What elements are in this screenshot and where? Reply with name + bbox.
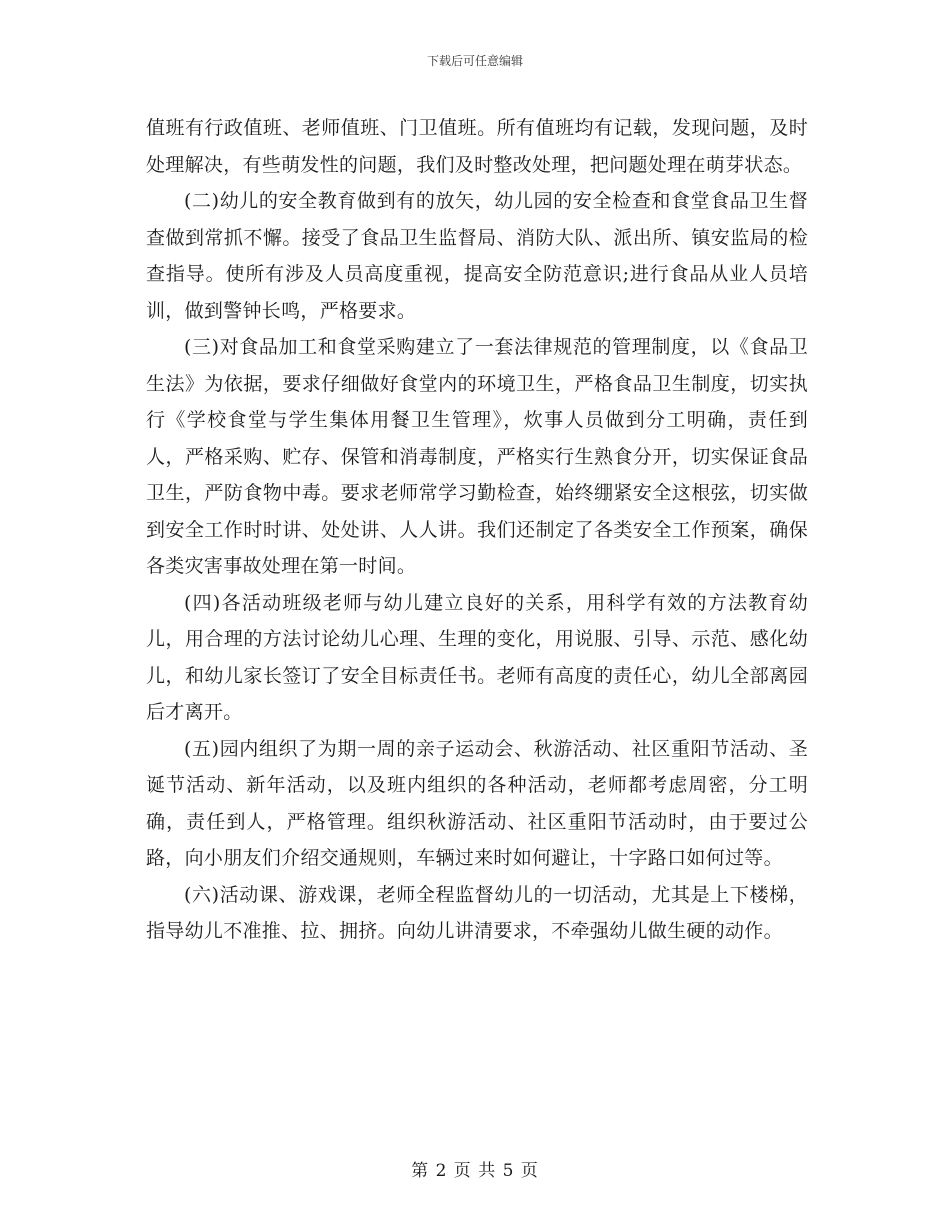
paragraph-section-3: (三)对食品加工和食堂采购建立了一套法律规范的管理制度，以《食品卫生法》为依据，要求仔细做好食堂内的环境卫生，严格食品卫生制度，切实执行《学校食堂与学生集体用餐卫生管理》，炊事人员做到分工明确，责任到人，严格采购、贮存、保管和消毒制度，严格实行生熟食分开，切实保证食品卫生，严防食物中毒。要求老师常学习勤检查，始终绷紧安全这根弦，切实做到安全工作时时讲、处处讲、人人讲。我们还制定了各类安全工作预案，确保各类灾害事故处理在第一时间。: [146, 336, 808, 577]
page-number-footer: 第 2 页 共 5 页: [411, 1161, 539, 1181]
paragraph-section-4: (四)各活动班级老师与幼儿建立良好的关系，用科学有效的方法教育幼儿，用合理的方法讨论幼儿心理、生理的变化，用说服、引导、示范、感化幼儿，和幼儿家长签订了安全目标责任书。老师有高度的责任心，幼儿全部离园后才离开。: [146, 591, 808, 723]
document-body: [146, 110, 808, 950]
paragraph-section-5: (五)园内组织了为期一周的亲子运动会、秋游活动、社区重阳节活动、圣诞节活动、新年活动，以及班内组织的各种活动，老师都考虑周密，分工明确，责任到人，严格管理。组织秋游活动、社区重阳节活动时，由于要过公路，向小朋友们介绍交通规则，车辆过来时如何避让，十字路口如何过等。: [146, 737, 808, 869]
paragraph-section-2: (二)幼儿的安全教育做到有的放矢，幼儿园的安全检查和食堂食品卫生督查做到常抓不懈。接受了食品卫生监督局、消防大队、派出所、镇安监局的检查指导。使所有涉及人员高度重视，提高安全防范意识;进行食品从业人员培训，做到警钟长鸣，严格要求。: [146, 190, 808, 322]
paragraph-section-6: (六)活动课、游戏课，老师全程监督幼儿的一切活动，尤其是上下楼梯，指导幼儿不准推、拉、拥挤。向幼儿讲清要求，不牵强幼儿做生硬的动作。: [146, 883, 808, 942]
page-header-note: 下载后可任意编辑: [426, 54, 523, 68]
paragraph-continuation: 值班有行政值班、老师值班、门卫值班。所有值班均有记载，发现问题，及时处理解决，有些萌发性的问题，我们及时整改处理，把问题处理在萌芽状态。: [146, 117, 808, 176]
